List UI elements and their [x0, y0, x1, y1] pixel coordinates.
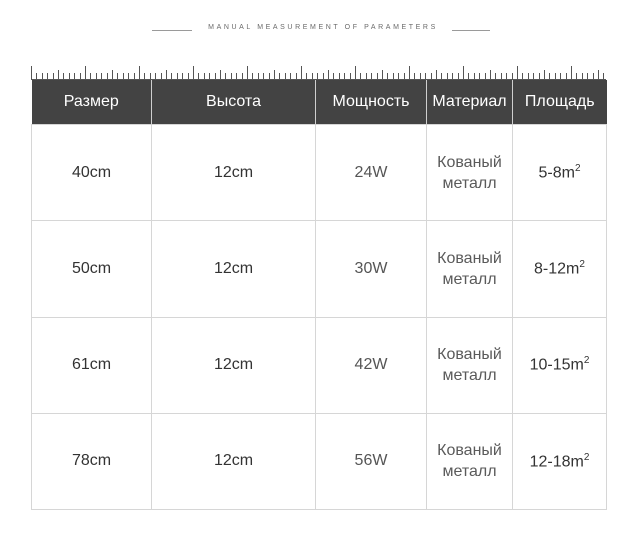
height-cell: 12cm — [152, 317, 316, 413]
area-superscript: 2 — [579, 259, 585, 271]
area-value: 5-8m — [538, 164, 575, 182]
material-line-2: металл — [442, 174, 497, 192]
column-header-power: Мощность — [316, 80, 427, 125]
area-value: 8-12m — [534, 260, 580, 278]
title-divider-right — [452, 30, 490, 31]
size-cell: 50cm — [32, 221, 152, 317]
area-superscript: 2 — [574, 162, 581, 174]
material-line-1: Кованый — [437, 346, 502, 364]
material-line-1: Кованый — [437, 442, 502, 460]
area-value: 10-15m — [529, 356, 584, 374]
table-row — [32, 317, 607, 413]
size-cell: 40cm — [32, 125, 152, 221]
material-cell — [427, 221, 513, 317]
area-cell — [513, 317, 607, 413]
size-cell: 78cm — [32, 413, 152, 509]
material-line-2: металл — [442, 270, 497, 288]
size-cell: 61cm — [32, 317, 152, 413]
page-title: MANUAL MEASUREMENT OF PARAMETERS — [208, 24, 438, 31]
material-line-1: Кованый — [437, 153, 502, 171]
column-header-area: Площадь — [513, 80, 607, 125]
material-cell — [427, 413, 513, 509]
area-cell — [513, 413, 607, 509]
area-cell — [513, 125, 607, 221]
height-cell: 12cm — [152, 413, 316, 509]
material-cell — [427, 317, 513, 413]
material-line-2: металл — [442, 367, 497, 385]
ruler-scale — [31, 64, 606, 80]
area-value: 12-18m — [529, 453, 584, 471]
column-header-size: Размер — [32, 80, 152, 125]
area-superscript: 2 — [583, 451, 590, 463]
area-cell — [513, 221, 607, 317]
material-line-2: металл — [442, 463, 497, 481]
column-header-height: Высота — [152, 80, 316, 125]
power-cell: 30W — [316, 221, 427, 317]
title-row — [0, 22, 640, 38]
height-cell: 12cm — [152, 125, 316, 221]
material-cell — [427, 125, 513, 221]
power-cell: 24W — [316, 125, 427, 221]
table-row — [32, 413, 607, 509]
table-row — [32, 125, 607, 221]
title-divider-left — [152, 30, 192, 31]
table-header-row — [32, 80, 607, 125]
column-header-material: Материал — [427, 80, 513, 125]
power-cell: 42W — [316, 317, 427, 413]
area-superscript: 2 — [583, 355, 590, 367]
power-cell: 56W — [316, 413, 427, 509]
table-row — [32, 221, 607, 317]
parameters-table — [31, 80, 607, 510]
material-line-1: Кованый — [437, 249, 502, 267]
height-cell: 12cm — [152, 221, 316, 317]
